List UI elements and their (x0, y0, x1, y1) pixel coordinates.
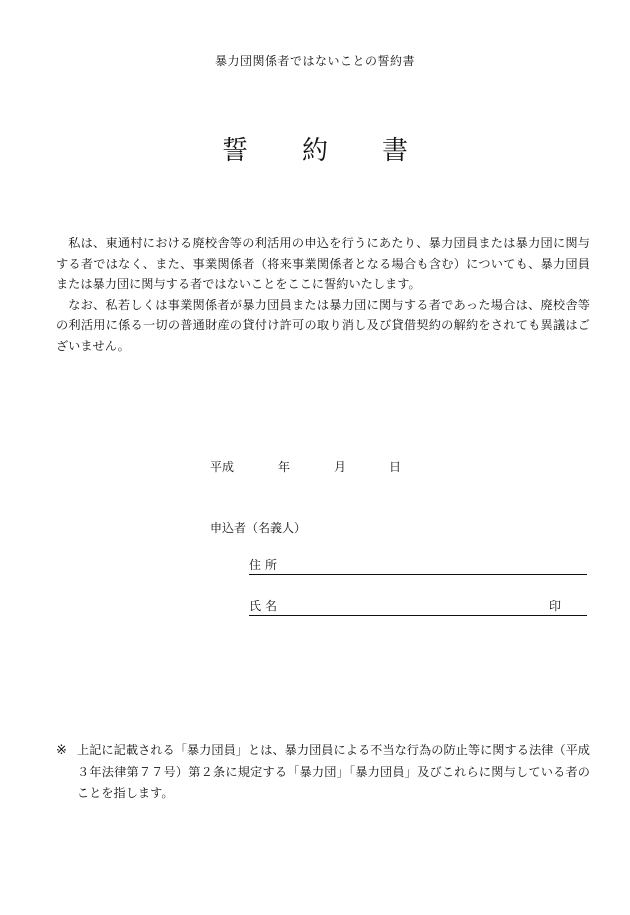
name-label: 氏名 (249, 599, 282, 613)
document-title (0, 133, 630, 169)
pledge-body (56, 233, 590, 356)
seal-label: 印 (548, 599, 561, 613)
document-subtitle: 暴力団関係者ではないことの誓約書 (214, 54, 415, 68)
date-line (210, 458, 401, 475)
applicant-label: 申込者（名義人） (210, 521, 307, 535)
date-era: 平成 (210, 460, 235, 474)
title-char-1: 誓 (221, 136, 248, 166)
pledge-paragraph-1: 私は、東通村における廃校舎等の利活用の申込を行うにあたり、暴力団員または暴力団に関与する者ではなく、また、事業関係者（将来事業関係者となる場合も含む）についても、暴力団員または暴力団に関与する者ではないことをここに誓約いたします。 (56, 236, 590, 291)
note-text: 上記に記載される「暴力団員」とは、暴力団員による不当な行為の防止等に関する法律（平成３年法律第７７号）第２条に規定する「暴力団」「暴力団員」及びこれらに関与している者のことを指します。 (77, 743, 590, 800)
title-char-3: 書 (382, 136, 409, 166)
date-year-unit: 年 (278, 460, 291, 474)
date-day-unit: 日 (389, 460, 402, 474)
note-mark: ※ (56, 743, 67, 758)
title-char-2: 約 (301, 136, 328, 166)
footnote (56, 740, 590, 805)
date-month-unit: 月 (334, 460, 347, 474)
address-field (249, 557, 587, 575)
pledge-paragraph-2: なお、私若しくは事業関係者が暴力団員または暴力団に関与する者であった場合は、廃校舎等の利活用に係る一切の普通財産の貸付け許可の取り消し及び貸借契約の解約をされても異議はございません。 (56, 297, 590, 353)
name-field (249, 598, 587, 616)
address-label: 住所 (249, 558, 282, 572)
